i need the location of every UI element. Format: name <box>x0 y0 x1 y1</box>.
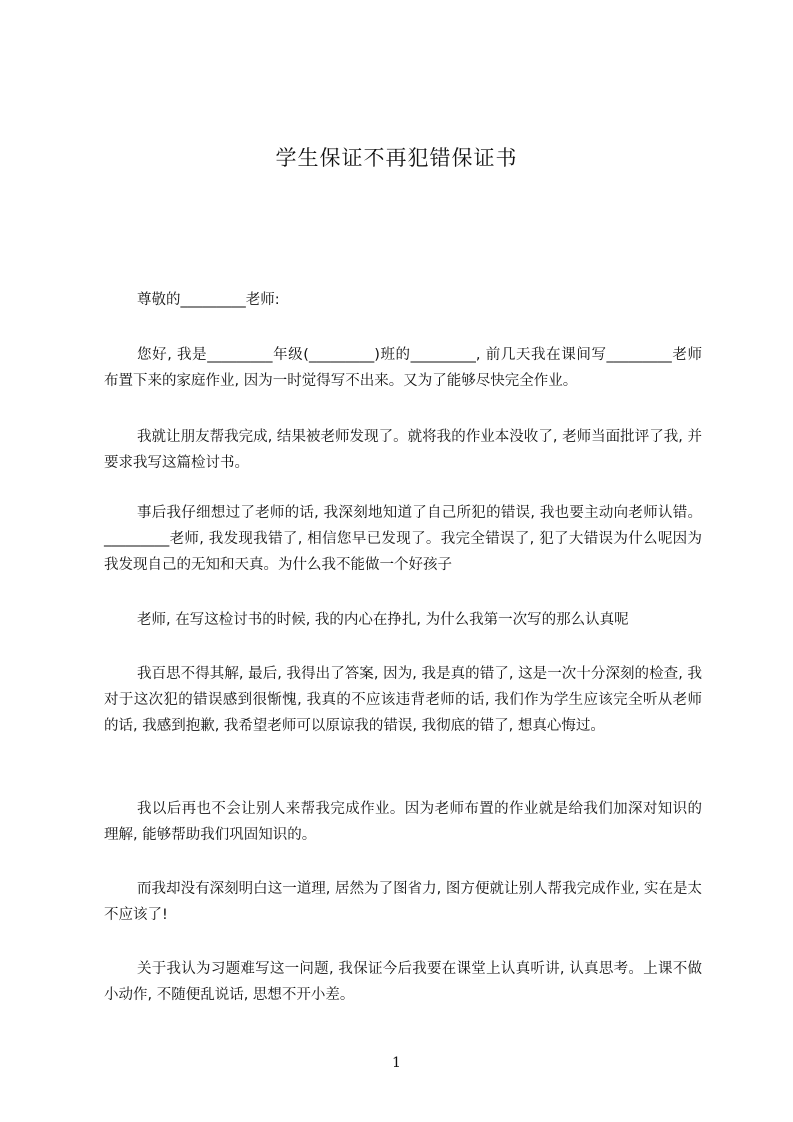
salutation: 尊敬的_________老师: <box>137 292 280 308</box>
paragraph-2: 我就让朋友帮我完成, 结果被老师发现了。就将我的作业本没收了, 老师当面批评了我, 并要求我写这篇检讨书。 <box>104 429 702 471</box>
paragraph-5: 我百思不得其解, 最后, 我得出了答案, 因为, 我是真的错了, 这是一次十分深刻的检查, 我对于这次犯的错误感到很惭愧, 我真的不应该违背老师的话, 我们作为学生应该完全听从老师的话, 我感到抱歉, 我希望老师可以原谅我的错误, 我彻底的错了, 想真心悔过。 <box>104 666 702 734</box>
page-number: 1 <box>392 1055 401 1071</box>
paragraph-8: 关于我认为习题难写这一问题, 我保证今后我要在课堂上认真听讲, 认真思考。上课不做小动作, 不随便乱说话, 思想不开小差。 <box>104 961 702 1003</box>
document-title: 学生保证不再犯错保证书 <box>275 146 518 170</box>
paragraph-3: 事后我仔细想过了老师的话, 我深刻地知道了自己所犯的错误, 我也要主动向老师认错。_________老师, 我发现我错了, 相信您早已发现了。我完全错误了, 犯了大错误为什么呢因为我发现自己的无知和天真。为什么我不能做一个好孩子 <box>104 505 702 573</box>
paragraph-6: 我以后再也不会让别人来帮我完成作业。因为老师布置的作业就是给我们加深对知识的理解, 能够帮助我们巩固知识的。 <box>104 801 702 843</box>
paragraph-7: 而我却没有深刻明白这一道理, 居然为了图省力, 图方便就让别人帮我完成作业, 实在是太不应该了! <box>104 881 702 923</box>
paragraph-1: 您好, 我是_________年级(_________)班的_________, 前几天我在课间写_________老师布置下来的家庭作业, 因为一时觉得写不出来。又为了能够尽快完全作业。 <box>104 347 702 389</box>
paragraph-4: 老师, 在写这检讨书的时候, 我的内心在挣扎, 为什么我第一次写的那么认真呢 <box>137 612 629 628</box>
